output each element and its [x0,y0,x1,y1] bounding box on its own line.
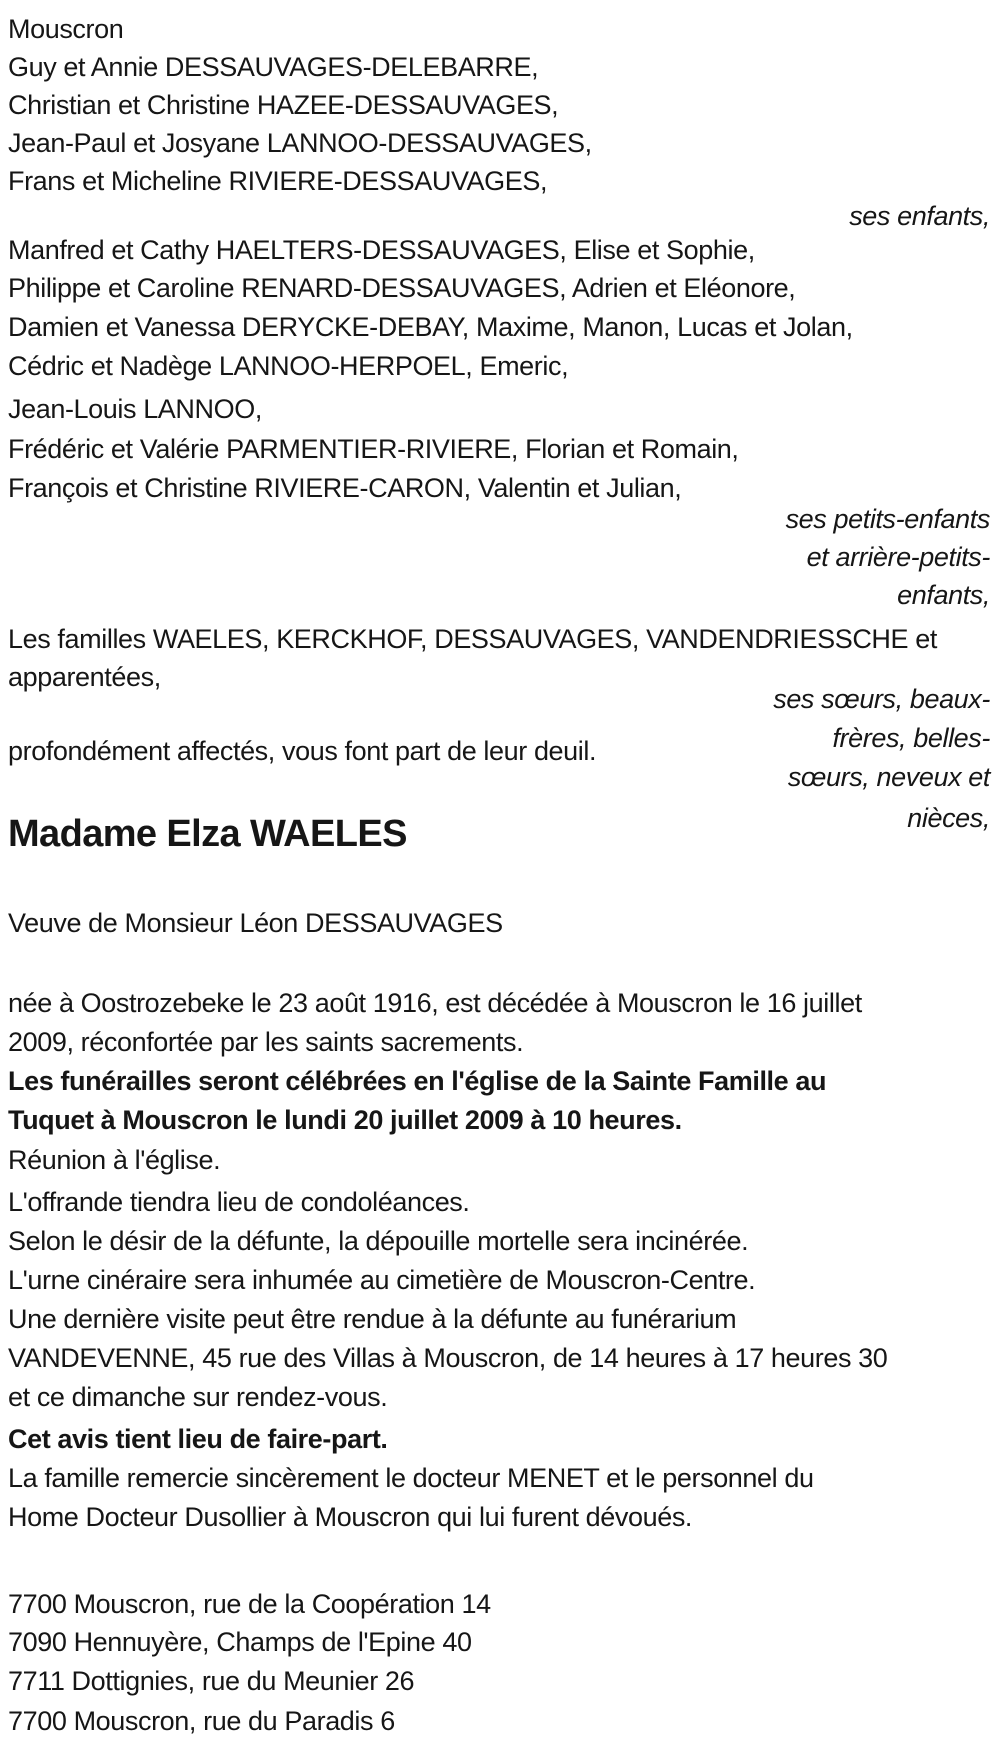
text-line: 7700 Mouscron, rue de la Coopération 14 [8,1589,491,1619]
text-line: VANDEVENNE, 45 rue des Villas à Mouscron, de 14 heures à 17 heures 30 [8,1343,888,1373]
deceased-name-heading: Madame Elza WAELES [8,813,407,855]
text-line: 7700 Mouscron, rue du Paradis 6 [8,1706,395,1736]
relationship-label: ses petits-enfants [785,504,990,534]
text-line: Selon le désir de la défunte, la dépouille mortelle sera incinérée. [8,1226,749,1256]
text-line: L'offrande tiendra lieu de condoléances. [8,1187,470,1217]
text-line: 7711 Dottignies, rue du Meunier 26 [8,1666,415,1696]
text-line: Cédric et Nadège LANNOO-HERPOEL, Emeric, [8,351,569,381]
text-line: Christian et Christine HAZEE-DESSAUVAGES, [8,90,559,120]
emphasized-notice-line: Les funérailles seront célébrées en l'église de la Sainte Famille au [8,1066,827,1096]
relationship-label: ses enfants, [849,201,990,231]
text-line: et ce dimanche sur rendez-vous. [8,1382,388,1412]
text-line: La famille remercie sincèrement le docteur MENET et le personnel du [8,1463,814,1493]
text-line: Jean-Louis LANNOO, [8,394,262,424]
text-line: Une dernière visite peut être rendue à la défunte au funérarium [8,1304,737,1334]
text-line: Les familles WAELES, KERCKHOF, DESSAUVAGES, VANDENDRIESSCHE et [8,624,937,654]
text-line: profondément affectés, vous font part de leur deuil. [8,736,597,766]
relationship-label: nièces, [907,803,990,833]
relationship-label: frères, belles- [832,723,990,753]
text-line: née à Oostrozebeke le 23 août 1916, est décédée à Mouscron le 16 juillet [8,988,862,1018]
text-line: Philippe et Caroline RENARD-DESSAUVAGES, Adrien et Eléonore, [8,273,796,303]
text-line: Frans et Micheline RIVIERE-DESSAUVAGES, [8,166,548,196]
relationship-label: enfants, [897,580,990,610]
text-line: 2009, réconfortée par les saints sacrements. [8,1027,524,1057]
text-line: Damien et Vanessa DERYCKE-DEBAY, Maxime, Manon, Lucas et Jolan, [8,312,853,342]
relationship-label: sœurs, neveux et [787,762,990,792]
text-line: Réunion à l'église. [8,1145,221,1175]
emphasized-notice-line: Cet avis tient lieu de faire-part. [8,1424,388,1454]
text-line: L'urne cinéraire sera inhumée au cimetière de Mouscron-Centre. [8,1265,756,1295]
text-line: Guy et Annie DESSAUVAGES-DELEBARRE, [8,52,539,82]
relationship-label: ses sœurs, beaux- [773,684,990,714]
text-line: Home Docteur Dusollier à Mouscron qui lui furent dévoués. [8,1502,693,1532]
text-line: apparentées, [8,662,161,692]
text-line: 7090 Hennuyère, Champs de l'Epine 40 [8,1627,472,1657]
text-line: François et Christine RIVIERE-CARON, Valentin et Julian, [8,473,682,503]
emphasized-notice-line: Tuquet à Mouscron le lundi 20 juillet 2009 à 10 heures. [8,1105,682,1135]
text-line: Jean-Paul et Josyane LANNOO-DESSAUVAGES, [8,128,592,158]
text-line: Frédéric et Valérie PARMENTIER-RIVIERE, Florian et Romain, [8,434,739,464]
text-line: Mouscron [8,14,124,44]
text-line: Manfred et Cathy HAELTERS-DESSAUVAGES, Elise et Sophie, [8,235,755,265]
relationship-label: et arrière-petits- [806,542,990,572]
text-line: Veuve de Monsieur Léon DESSAUVAGES [8,908,503,938]
